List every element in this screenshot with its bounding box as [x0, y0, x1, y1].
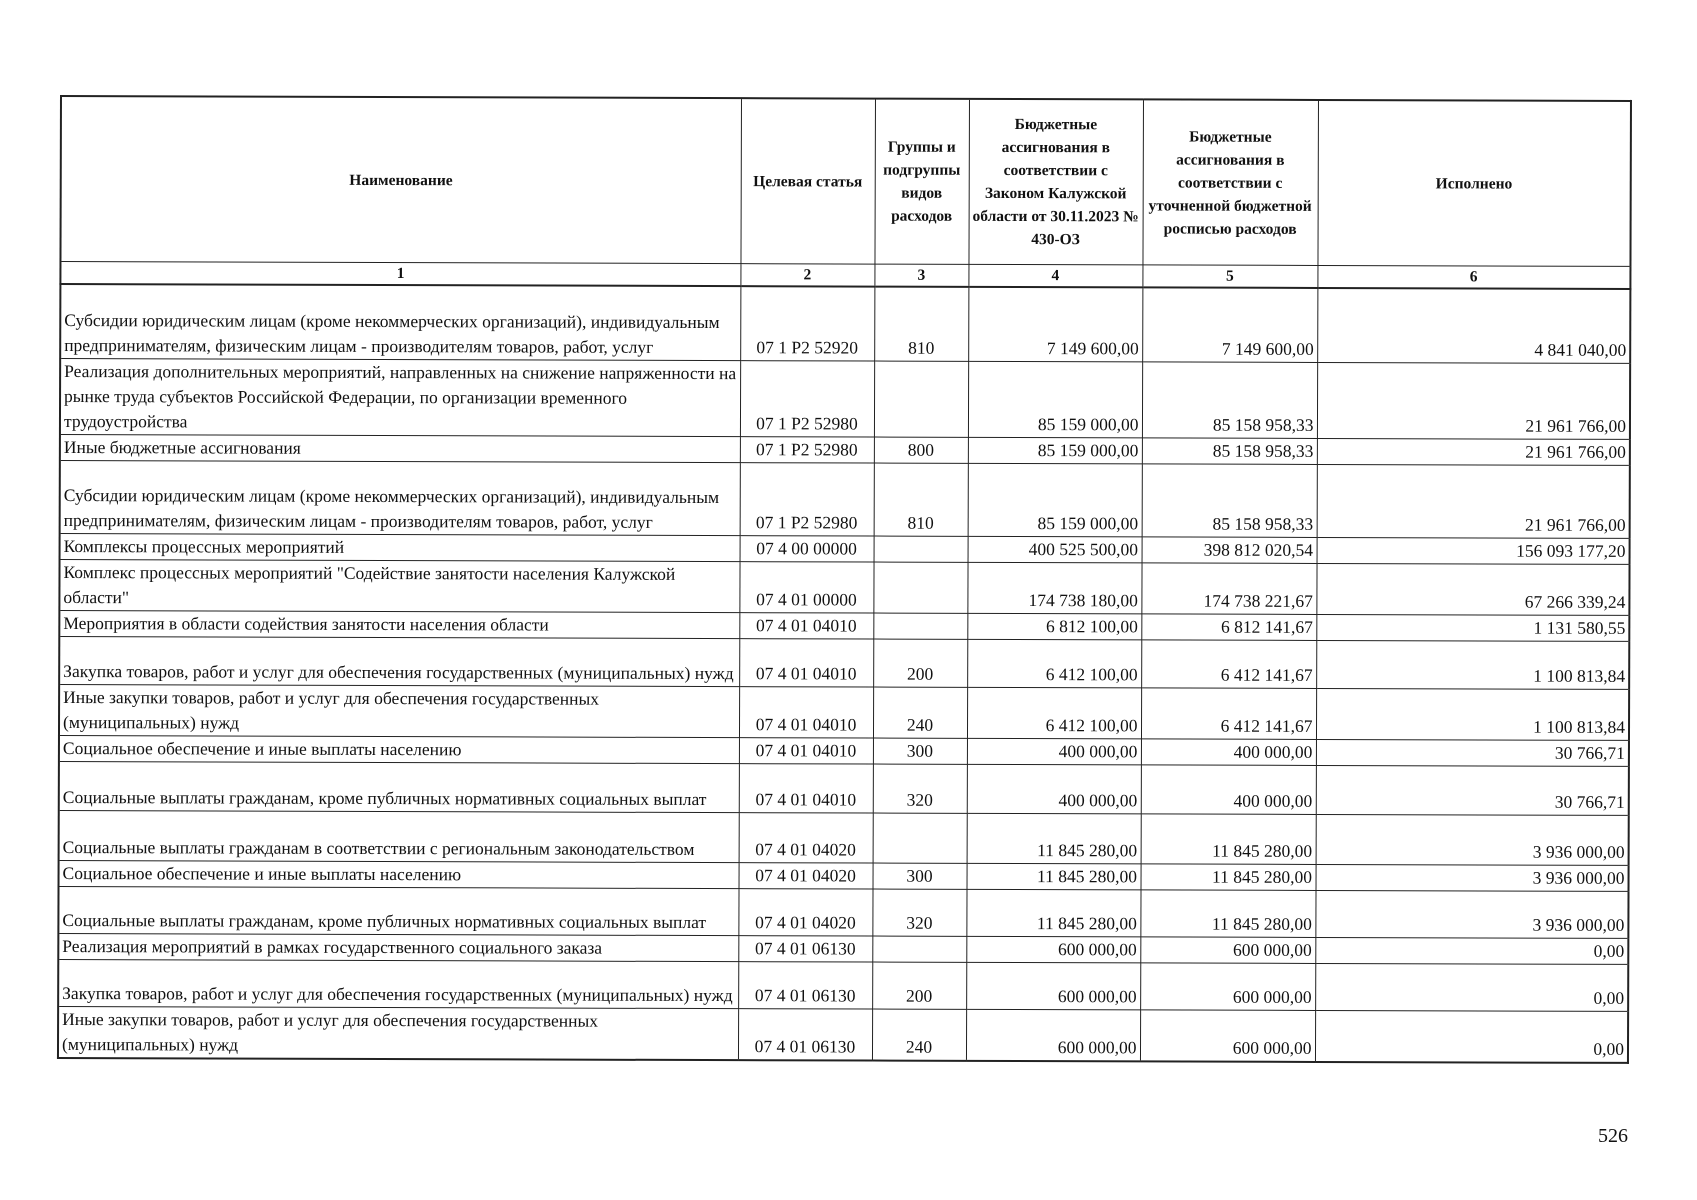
row-target-article: 07 4 01 06130: [738, 935, 872, 961]
row-law-allocation: 400 000,00: [967, 738, 1141, 765]
table-row: [59, 636, 1629, 689]
row-name: Иные закупки товаров, работ и услуг для обеспечения государственных (муниципальных) нужд: [59, 684, 739, 737]
column-number: 4: [968, 264, 1142, 287]
row-law-allocation: 85 159 000,00: [968, 361, 1142, 438]
row-expense-group: 810: [874, 287, 968, 361]
row-executed: 1 131 580,55: [1316, 614, 1629, 641]
column-number: 2: [740, 264, 874, 287]
row-law-allocation: 7 149 600,00: [968, 287, 1142, 362]
row-name: Социальные выплаты гражданам, кроме публичных нормативных социальных выплат: [58, 886, 738, 935]
row-revised-allocation: 600 000,00: [1140, 962, 1315, 1010]
table-row: [60, 358, 1630, 439]
header-law-allocations: Бюджетные ассигнования в соответствии с Законом Калужской области от 30.11.2023 № 430-ОЗ: [968, 99, 1143, 265]
row-revised-allocation: 85 158 958,33: [1142, 463, 1317, 537]
row-executed: 1 100 813,84: [1316, 640, 1629, 689]
row-revised-allocation: 600 000,00: [1140, 1009, 1315, 1061]
row-revised-allocation: 11 845 280,00: [1141, 863, 1316, 890]
row-revised-allocation: 400 000,00: [1141, 738, 1316, 765]
table-row: [58, 886, 1628, 938]
row-executed: 21 961 766,00: [1317, 438, 1630, 465]
row-name: Мероприятия в области содействия занятости населения области: [59, 610, 739, 638]
row-expense-group: 240: [872, 1009, 966, 1061]
row-name: Реализация мероприятий в рамках государственного социального заказа: [58, 933, 738, 961]
row-target-article: 07 4 00 00000: [740, 535, 874, 561]
row-name: Иные закупки товаров, работ и услуг для обеспечения государственных (муниципальных) нужд: [58, 1006, 738, 1060]
row-executed: 156 093 177,20: [1317, 537, 1630, 564]
row-expense-group: 810: [874, 463, 968, 536]
row-executed: 0,00: [1315, 963, 1628, 1011]
row-name: Социальное обеспечение и иные выплаты населению: [59, 860, 739, 888]
column-number: 1: [60, 262, 740, 287]
row-law-allocation: 600 000,00: [966, 1009, 1140, 1061]
row-executed: 0,00: [1315, 1010, 1628, 1062]
row-revised-allocation: 174 738 221,67: [1141, 562, 1316, 614]
row-expense-group: 300: [873, 738, 967, 764]
row-target-article: 07 4 01 00000: [739, 561, 873, 612]
row-expense-group: [872, 936, 966, 962]
row-target-article: 07 1 Р2 52980: [740, 462, 874, 535]
header-target-article: Целевая статья: [740, 98, 875, 264]
header-expense-groups: Группы и подгруппы видов расходов: [874, 99, 969, 265]
row-law-allocation: 11 845 280,00: [967, 813, 1141, 864]
row-target-article: 07 4 01 04020: [739, 862, 873, 888]
row-name: Иные бюджетные ассигнования: [60, 434, 740, 462]
row-name: Социальные выплаты гражданам в соответствии с региональным законодательством: [59, 810, 739, 862]
row-revised-allocation: 600 000,00: [1140, 936, 1315, 963]
header-name: Наименование: [60, 96, 741, 264]
header-row: [60, 96, 1631, 266]
row-revised-allocation: 6 412 141,67: [1141, 639, 1316, 688]
row-name: Социальные выплаты гражданам, кроме публичных нормативных социальных выплат: [59, 761, 739, 812]
row-target-article: 07 4 01 04010: [739, 612, 873, 638]
row-executed: 3 936 000,00: [1315, 890, 1628, 938]
row-law-allocation: 85 159 000,00: [968, 463, 1142, 537]
table-header: [60, 96, 1631, 289]
row-executed: 1 100 813,84: [1316, 688, 1629, 740]
row-executed: 30 766,71: [1316, 765, 1629, 815]
row-name: Закупка товаров, работ и услуг для обеспечения государственных (муниципальных) нужд: [58, 959, 738, 1008]
row-target-article: 07 1 Р2 52980: [740, 360, 874, 436]
table-row: [60, 460, 1630, 538]
row-expense-group: [873, 813, 967, 863]
row-expense-group: 200: [873, 639, 967, 687]
row-target-article: 07 4 01 04010: [739, 638, 873, 686]
row-expense-group: [873, 562, 967, 613]
table-row: [60, 284, 1630, 363]
row-executed: 0,00: [1315, 937, 1628, 964]
table-row: [58, 959, 1628, 1011]
row-name: Реализация дополнительных мероприятий, направленных на снижение напряженности на рынке труда субъектов Российской Федерации, по организации временного трудоустройства: [60, 358, 740, 436]
row-law-allocation: 400 000,00: [967, 764, 1141, 814]
row-law-allocation: 6 412 100,00: [967, 687, 1141, 739]
table-body: [58, 284, 1630, 1062]
budget-table: [57, 95, 1632, 1063]
row-executed: 4 841 040,00: [1317, 288, 1630, 363]
row-revised-allocation: 398 812 020,54: [1142, 536, 1317, 563]
row-law-allocation: 600 000,00: [966, 962, 1140, 1010]
row-revised-allocation: 85 158 958,33: [1142, 437, 1317, 464]
row-expense-group: 320: [872, 889, 966, 936]
row-executed: 21 961 766,00: [1317, 464, 1630, 538]
row-name: Комплексы процессных мероприятий: [60, 533, 740, 561]
row-expense-group: 200: [872, 962, 966, 1009]
table-row: [59, 559, 1629, 615]
row-executed: 3 936 000,00: [1316, 864, 1629, 891]
row-revised-allocation: 11 845 280,00: [1141, 813, 1316, 864]
row-law-allocation: 85 159 000,00: [968, 437, 1142, 464]
row-target-article: 07 4 01 04010: [739, 763, 873, 812]
row-target-article: 07 4 01 06130: [738, 961, 872, 1008]
row-law-allocation: 174 738 180,00: [967, 562, 1141, 614]
row-target-article: 07 1 Р2 52980: [740, 436, 874, 462]
row-name: Комплекс процессных мероприятий "Содействие занятости населения Калужской области": [59, 559, 739, 612]
row-expense-group: [874, 536, 968, 562]
row-revised-allocation: 11 845 280,00: [1140, 889, 1315, 937]
row-law-allocation: 6 412 100,00: [967, 639, 1141, 688]
row-executed: 3 936 000,00: [1316, 814, 1629, 865]
row-expense-group: 300: [873, 863, 967, 889]
row-law-allocation: 400 525 500,00: [968, 536, 1142, 563]
column-number: 5: [1142, 265, 1317, 288]
row-revised-allocation: 400 000,00: [1141, 764, 1316, 814]
table-row: [59, 684, 1629, 740]
row-target-article: 07 4 01 04020: [739, 812, 873, 862]
row-target-article: 07 4 01 04010: [739, 737, 873, 763]
row-name: Субсидии юридическим лицам (кроме некоммерческих организаций), индивидуальным предпринимателям, физическим лицам - производителям товаров, работ, услуг: [60, 284, 740, 360]
header-revised-allocations: Бюджетные ассигнования в соответствии с уточненной бюджетной росписью расходов: [1142, 99, 1318, 265]
row-target-article: 07 1 Р2 52920: [740, 286, 874, 360]
row-law-allocation: 600 000,00: [966, 936, 1140, 963]
page-number: 526: [1598, 1125, 1628, 1147]
row-target-article: 07 4 01 04010: [739, 686, 873, 737]
row-name: Субсидии юридическим лицам (кроме некоммерческих организаций), индивидуальным предпринимателям, физическим лицам - производителям товаров, работ, услуг: [60, 460, 740, 535]
header-executed: Исполнено: [1317, 100, 1631, 266]
table-row: [59, 761, 1629, 815]
row-expense-group: [873, 613, 967, 639]
row-law-allocation: 6 812 100,00: [967, 613, 1141, 640]
row-executed: 67 266 339,24: [1316, 563, 1629, 615]
table-row: [59, 810, 1629, 865]
row-revised-allocation: 7 149 600,00: [1142, 287, 1317, 362]
row-revised-allocation: 6 412 141,67: [1141, 687, 1316, 739]
row-revised-allocation: 6 812 141,67: [1141, 613, 1316, 640]
row-revised-allocation: 85 158 958,33: [1142, 361, 1317, 438]
row-name: Закупка товаров, работ и услуг для обеспечения государственных (муниципальных) нужд: [59, 636, 739, 686]
row-expense-group: 800: [874, 437, 968, 463]
row-expense-group: [874, 361, 968, 437]
row-expense-group: 320: [873, 764, 967, 813]
row-target-article: 07 4 01 04020: [738, 888, 872, 935]
row-executed: 21 961 766,00: [1317, 362, 1630, 439]
row-law-allocation: 11 845 280,00: [966, 889, 1140, 937]
row-law-allocation: 11 845 280,00: [967, 863, 1141, 890]
row-executed: 30 766,71: [1316, 739, 1629, 766]
row-expense-group: 240: [873, 687, 967, 738]
row-name: Социальное обеспечение и иные выплаты населению: [59, 735, 739, 763]
row-target-article: 07 4 01 06130: [738, 1008, 872, 1060]
column-number: 6: [1317, 265, 1630, 288]
column-number: 3: [874, 264, 968, 287]
table-row: [58, 1006, 1628, 1062]
